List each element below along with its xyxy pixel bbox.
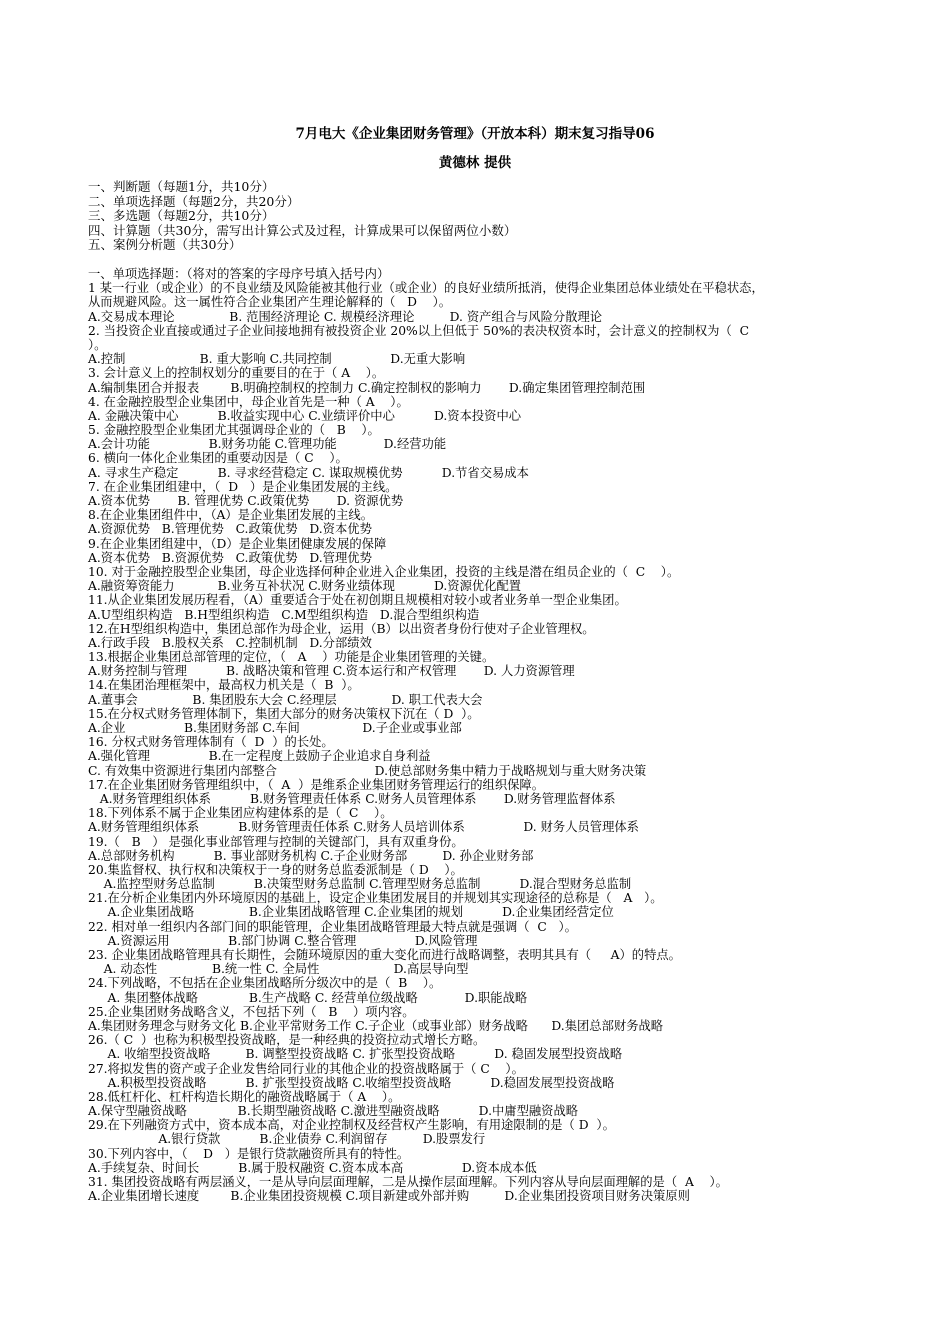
question-line: A.企业集团增长速度 B.企业集团投资规模 C.项目新建或外部并购 D.企业集团投资项目财务决策原则 — [88, 1189, 690, 1204]
question-line: A.手续复杂、时间长 B.属于股权融资 C.资本成本高 D.资本成本低 — [88, 1160, 537, 1175]
question-line: 29.在下列融资方式中，资本成本高，对企业控制权及经营权产生影响，有用途限制的是（ D ）。 — [88, 1118, 615, 1133]
question-line: 26.（ C ）也称为积极型投资战略，是一种经典的投资拉动式增长方略。 — [88, 1033, 486, 1048]
question-line: ）。 — [88, 337, 107, 352]
question-line: 21.在分析企业集团内外环境原因的基础上，设定企业集团发展目的并规划其实现途径的总称是（ A ）。 — [88, 891, 663, 906]
question-line: A.集团财务理念与财务文化 B.企业平常财务工作 C.子企业（或事业部）财务战略 D.集团总部财务战略 — [88, 1018, 664, 1033]
question-line: 9.在企业集团组建中，（D）是企业集团健康发展的保障 — [88, 536, 387, 551]
question-line: A. 金融决策中心 B.收益实现中心 C.业绩评价中心 D.资本投资中心 — [88, 408, 522, 423]
question-line: 1 某一行业（或企业）的不良业绩及风险能被其他行业（或企业）的良好业绩所抵消，使得企业集团总体业绩处在平稳状态， — [88, 281, 764, 296]
question-line: 30.下列内容中，（ D ）是银行贷款融资所具有的特性。 — [88, 1146, 410, 1161]
question-line: A.企业集团战略 B.企业集团战略管理 C.企业集团的规划 D.企业集团经营定位 — [88, 905, 614, 920]
question-line: 28.低杠杆化、杠杆构造长期化的融资战略属于（ A ）。 — [88, 1089, 401, 1104]
exam-outline — [88, 180, 516, 253]
question-line: A.资源运用 B.部门协调 C.整合管理 D.风险管理 — [88, 933, 478, 948]
question-line: A.融资筹资能力 B.业务互补状况 C.财务业绩体现 D.资源优化配置 — [88, 579, 522, 594]
question-line: 10. 对于金融控股型企业集团，母企业选择何种企业进入企业集团，投资的主线是潜在组员企业的（ C ）。 — [88, 564, 680, 579]
question-line: A.资本优势 B.资源优势 C.政策优势 D.管理优势 — [88, 550, 372, 565]
outline-item: 二、单项选择题（每题2分，共20分） — [88, 193, 300, 209]
question-line: A.交易成本理论 B. 范围经济理论 C. 规模经济理论 D. 资产组合与风险分散理论 — [88, 309, 603, 324]
question-line: 7. 在企业集团组建中，（ D ）是企业集团发展的主线。 — [88, 479, 398, 494]
question-line: A.编制集团合并报表 B.明确控制权的控制力 C.确定控制权的影响力 D.确定集团管理控制范围 — [88, 380, 646, 395]
question-line: A.财务管理组织体系 B.财务管理责任体系 C.财务人员培训体系 D. 财务人员管理体系 — [88, 820, 639, 835]
question-line: 17.在企业集团财务管理组织中，（ A ）是维系企业集团财务管理运行的组织保障。 — [88, 777, 545, 792]
question-line: 27.将拟发售的资产或子企业发售给同行业的其他企业的投资战略属于（ C ）。 — [88, 1061, 524, 1076]
question-line: A.财务管理组织体系 B.财务管理责任体系 C.财务人员管理体系 D.财务管理监督体系 — [88, 791, 616, 806]
question-line: 3. 会计意义上的控制权划分的重要目的在于（ A ）。 — [88, 366, 385, 381]
question-line: 4. 在金融控股型企业集团中，母企业首先是一种（ A ）。 — [88, 394, 409, 409]
question-line: 16. 分权式财务管理体制有（ D ）的长处。 — [88, 735, 334, 750]
question-line: A.银行贷款 B.企业债券 C.利润留存 D.股票发行 — [88, 1132, 486, 1147]
question-line: A.董事会 B. 集团股东大会 C.经理层 D. 职工代表大会 — [88, 692, 483, 707]
question-line: 23. 企业集团战略管理具有长期性，会随环境原因的重大变化而进行战略调整，表明其具有（ A）的特点。 — [88, 948, 681, 962]
outline-item: 一、判断题（每题1分，共10分） — [88, 179, 275, 194]
question-list — [88, 267, 888, 1203]
author-line: 黄德林 提供 — [438, 155, 512, 171]
question-line: A.企业 B.集团财务部 C.车间 D.子企业或事业部 — [88, 721, 462, 735]
question-line: A.积极型投资战略 B. 扩张型投资战略 C.收缩型投资战略 D.稳固发展型投资战略 — [88, 1075, 615, 1090]
question-line: A.会计功能 B.财务功能 C.管理功能 D.经营功能 — [88, 437, 447, 452]
question-line: 22. 相对单一组织内各部门间的职能管理，企业集团战略管理最大特点就是强调（ C ）。 — [88, 919, 577, 934]
section-heading: 一、单项选择题：（将对的答案的字母序号填入括号内） — [88, 267, 390, 281]
question-line: A.总部财务机构 B. 事业部财务机构 C.子企业财务部 D. 孙企业财务部 — [88, 848, 534, 863]
question-line: 20.集监督权、执行权和决策权于一身的财务总监委派制是（ D ）。 — [88, 862, 463, 877]
question-line: 18.下列体系不属于企业集团应构建体系的是（ C ）。 — [88, 806, 393, 821]
page-title: 7月电大《企业集团财务管理》（开放本科）期末复习指导06 — [295, 126, 655, 142]
question-line: 11.从企业集团发展历程看，（A）重要适合于处在初创期且规模相对较小或者业务单一型企业集团。 — [88, 593, 627, 608]
outline-item: 五、案例分析题（共30分） — [88, 237, 242, 252]
question-line: 6. 横向一体化企业集团的重要动因是（ C ）。 — [88, 451, 348, 466]
question-line: 8.在企业集团组件中，（A）是企业集团发展的主线。 — [88, 508, 373, 523]
question-line: 14.在集团治理框架中，最高权力机关是（ B ）。 — [88, 678, 360, 693]
question-line: A.控制 B. 重大影响 C.共同控制 D.无重大影响 — [88, 352, 466, 367]
question-line: A.强化管理 B.在一定程度上鼓励子企业追求自身利益 — [88, 749, 431, 764]
question-line: A. 收缩型投资战略 B. 调整型投资战略 C. 扩张型投资战略 D. 稳固发展型投资战略 — [88, 1047, 623, 1062]
question-line: A. 动态性 B.统一性 C. 全局性 D.高层导向型 — [88, 962, 469, 977]
question-line: 13.根据企业集团总部管理的定位，（ A ）功能是企业集团管理的关键。 — [88, 650, 495, 665]
outline-item: 三、多选题（每题2分，共10分） — [88, 208, 275, 223]
question-line: 24.下列战略，不包括在企业集团战略所分级次中的是（ B ）。 — [88, 976, 442, 991]
question-line: 31. 集团投资战略有两层涵义，一是从导向层面理解，二是从操作层面理解。下列内容从导向层面理解的是（ A ）。 — [88, 1175, 728, 1189]
question-line: A.行政手段 B.股权关系 C.控制机制 D.分部绩效 — [88, 635, 372, 650]
outline-item: 四、计算题（共30分，需写出计算公式及过程，计算成果可以保留两位小数） — [88, 222, 517, 238]
question-line: A. 集团整体战略 B.生产战略 C. 经营单位级战略 D.职能战略 — [88, 990, 528, 1005]
question-line: A.保守型融资战略 B.长期型融资战略 C.激进型融资战略 D.中庸型融资战略 — [88, 1104, 579, 1119]
question-line: 25.企业集团财务战略含义，不包括下列（ B ）项内容。 — [88, 1004, 415, 1019]
question-line: A.监控型财务总监制 B.决策型财务总监制 C.管理型财务总监制 D.混合型财务总监制 — [88, 877, 632, 892]
question-line: A.资源优势 B.管理优势 C.政策优势 D.资本优势 — [88, 522, 372, 537]
question-line: 15.在分权式财务管理体制下，集团大部分的财务决策权下沉在（ D ）。 — [88, 706, 480, 721]
question-line: 从而规避风险。这一属性符合企业集团产生理论解释的（ D ）。 — [88, 295, 452, 310]
question-line: A.U型组织构造 B.H型组织构造 C.M型组织构造 D.混合型组织构造 — [88, 607, 480, 622]
question-line: 5. 金融控股型企业集团尤其强调母企业的（ B ）。 — [88, 423, 380, 438]
question-line: C. 有效集中资源进行集团内部整合 D.使总部财务集中精力于战略规划与重大财务决策 — [88, 763, 647, 778]
question-line: A. 寻求生产稳定 B. 寻求经营稳定 C. 谋取规模优势 D.节省交易成本 — [88, 465, 529, 480]
question-line: 19.（ B ） 是强化事业部管理与控制的关键部门，具有双重身份。 — [88, 834, 464, 849]
question-line: A.资本优势 B. 管理优势 C.政策优势 D. 资源优势 — [88, 494, 404, 508]
question-line: A.财务控制与管理 B. 战略决策和管理 C.资本运行和产权管理 D. 人力资源管理 — [88, 664, 575, 679]
question-line: 2. 当投资企业直接或通过子企业间接地拥有被投资企业 20%以上但低于 50%的表决权资本时，会计意义的控制权为（ C — [88, 323, 750, 338]
question-line: 12.在H型组织构造中，集团总部作为母企业，运用（B）以出资者身份行使对子企业管理权。 — [88, 621, 595, 636]
